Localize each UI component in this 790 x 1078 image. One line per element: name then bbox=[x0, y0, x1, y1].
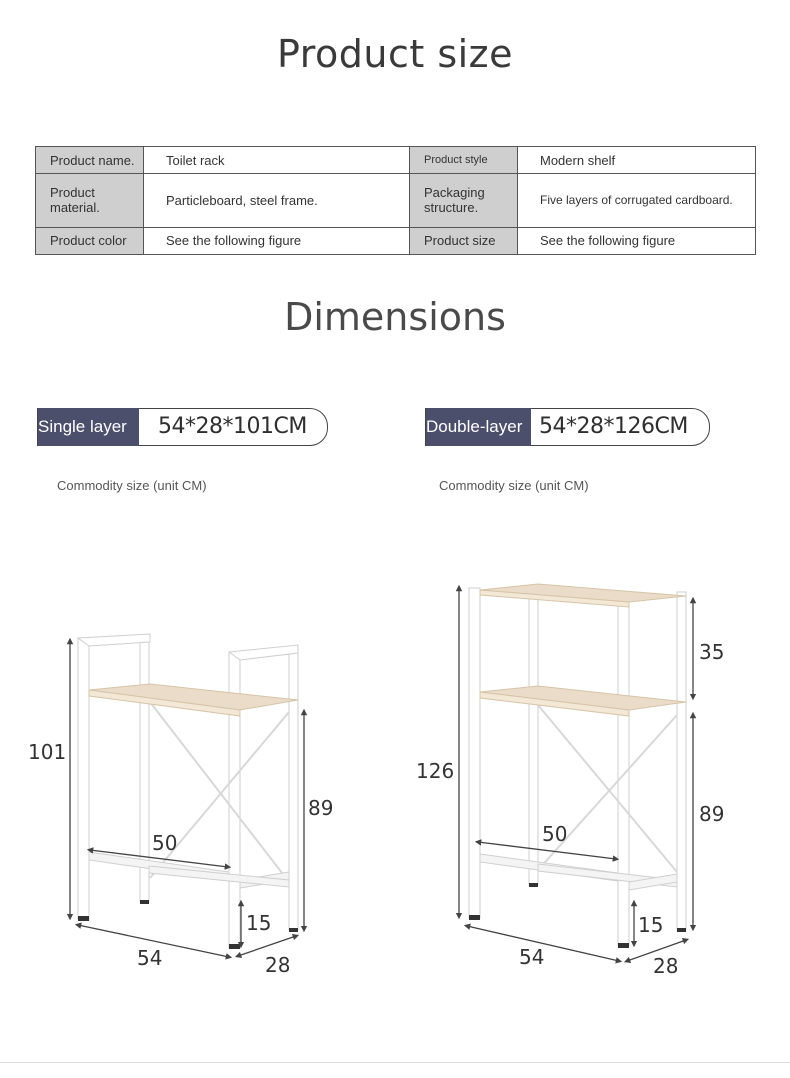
rack-leg bbox=[289, 646, 298, 930]
spec-key: Product style bbox=[410, 147, 518, 174]
dim-inner-width-label: 50 bbox=[152, 831, 178, 855]
single-rack-illustration bbox=[78, 634, 298, 949]
rack-foot bbox=[529, 883, 538, 887]
rack-foot bbox=[229, 944, 240, 949]
section-title: Dimensions bbox=[284, 295, 506, 339]
spec-value: Modern shelf bbox=[518, 147, 756, 174]
rack-foot bbox=[677, 928, 686, 932]
divider bbox=[0, 1062, 790, 1063]
spec-key: Product material. bbox=[36, 174, 144, 227]
dim-depth-label: 28 bbox=[653, 954, 679, 978]
caption: Commodity size (unit CM) bbox=[57, 478, 207, 493]
rack-foot bbox=[618, 943, 629, 948]
rack-leg bbox=[677, 592, 686, 930]
spec-value: See the following figure bbox=[144, 227, 410, 254]
spec-value: Toilet rack bbox=[144, 147, 410, 174]
spec-key: Product color bbox=[36, 227, 144, 254]
dim-leg-label: 15 bbox=[246, 911, 272, 935]
dim-height-label: 126 bbox=[416, 759, 455, 783]
variant-size: 54*28*101CM bbox=[158, 414, 307, 439]
dim-shelf-height-label: 89 bbox=[308, 796, 334, 820]
variant-tag: Single layer bbox=[38, 408, 139, 446]
dim-top-gap-label: 35 bbox=[699, 640, 725, 664]
dim-inner-width-label: 50 bbox=[542, 822, 568, 846]
spec-value: Five layers of corrugated cardboard. bbox=[518, 174, 756, 227]
caption: Commodity size (unit CM) bbox=[439, 478, 589, 493]
dim-depth-label: 28 bbox=[265, 953, 291, 977]
rack-foot bbox=[469, 915, 480, 920]
variant-tag: Double-layer bbox=[426, 408, 531, 446]
rack-leg bbox=[529, 585, 538, 885]
variant-size: 54*28*126CM bbox=[539, 414, 688, 439]
spec-key: Product name. bbox=[36, 147, 144, 174]
dim-width-label: 54 bbox=[137, 946, 163, 970]
cross-brace bbox=[150, 702, 289, 882]
spec-value: See the following figure bbox=[518, 227, 756, 254]
dim-leg-label: 15 bbox=[638, 913, 664, 937]
spec-key: Product size bbox=[410, 227, 518, 254]
rack-foot bbox=[289, 928, 298, 932]
dim-shelf-height-label: 89 bbox=[699, 802, 725, 826]
single-dimension-labels bbox=[28, 740, 333, 977]
rack-foot bbox=[140, 900, 149, 904]
spec-key: Packaging structure. bbox=[410, 174, 518, 227]
rack-leg bbox=[78, 638, 89, 920]
double-rack-illustration bbox=[469, 584, 686, 948]
dim-height-label: 101 bbox=[28, 740, 67, 764]
page-title: Product size bbox=[276, 32, 514, 76]
rack-leg bbox=[469, 588, 480, 918]
rack-rail bbox=[229, 645, 298, 660]
rack-rail bbox=[78, 634, 150, 646]
dim-width-label: 54 bbox=[519, 945, 545, 969]
rack-foot bbox=[78, 916, 89, 921]
double-dimension-lines bbox=[459, 588, 693, 961]
spec-value: Particleboard, steel frame. bbox=[144, 174, 410, 227]
